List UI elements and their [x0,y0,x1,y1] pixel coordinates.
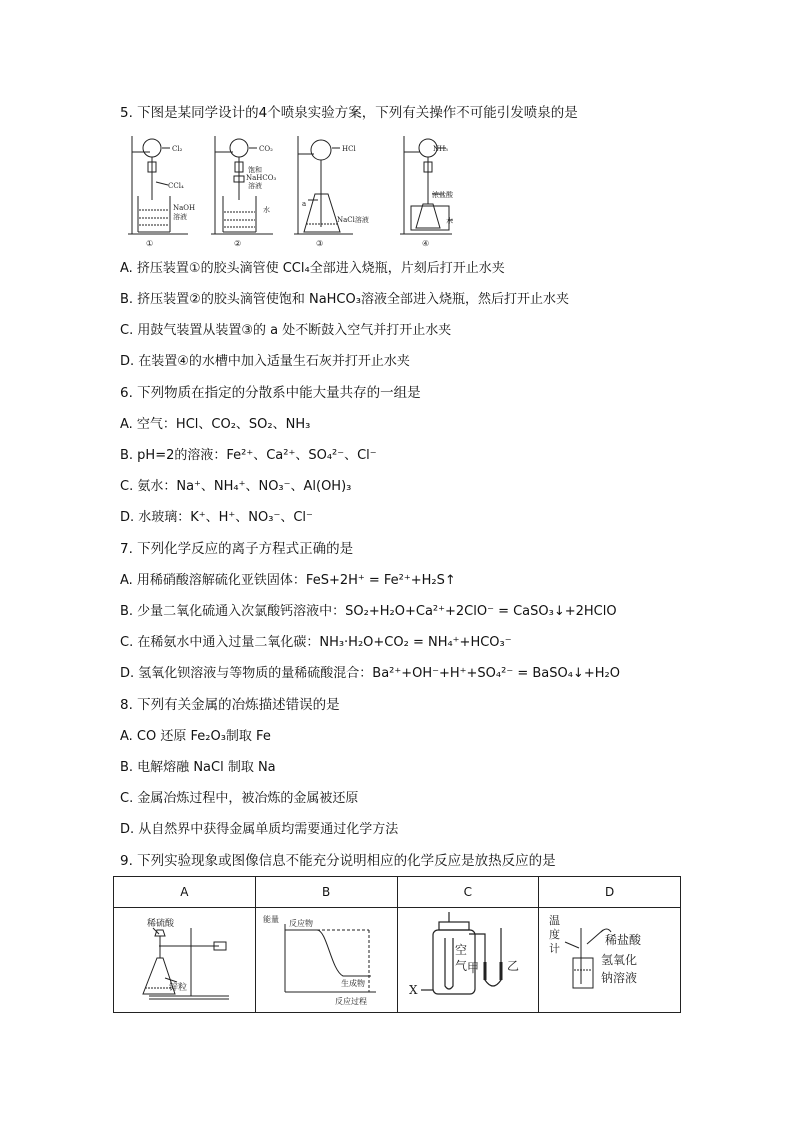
q5-option-a: A. 挤压装置①的胶头滴管使 CCl₄全部进入烧瓶，片刻后打开止水夹 [120,261,505,276]
label-dilute-h2so4: 稀硫酸 [147,919,175,929]
label-a: a [302,200,307,208]
label-hcl: HCl [342,145,356,153]
q7-option-a: A. 用稀硝酸溶解硫化亚铁固体：FeS+2H⁺ = Fe²⁺+H₂S↑ [120,573,456,588]
label-nahco3: NaHCO₃ [246,174,277,182]
label-reactant: 反应物 [289,919,314,928]
label-zinc: 锌粒 [169,983,188,993]
label-water-4: 水 [446,217,453,225]
label-nh3: NH₃ [432,145,448,153]
q5-figure [118,132,453,252]
q7-option-c: C. 在稀氨水中通入过量二氧化碳：NH₃·H₂O+CO₂ = NH₄⁺+HCO₃⁻ [120,635,512,650]
q9-table [113,876,681,1013]
q9-figure-c [403,908,533,1008]
label-conc-hcl: 浓盐酸 [432,191,453,199]
q6-option-b: B. pH=2的溶液：Fe²⁺、Ca²⁺、SO₄²⁻、Cl⁻ [120,448,377,463]
q9-figure-d [545,908,675,1008]
q8-option-a: A. CO 还原 Fe₂O₃制取 Fe [120,729,271,744]
label-ji: 计 [548,942,560,955]
fig-num-4: ④ [422,239,430,248]
label-water-2: 水 [263,206,270,214]
label-co2: CO₂ [259,145,273,153]
q7-option-d: D. 氢氧化钡溶液与等物质的量稀硫酸混合：Ba²⁺+OH⁻+H⁺+SO₄²⁻ = BaSO₄↓+H₂O [120,666,620,681]
q6-option-a: A. 空气：HCl、CO₂、SO₂、NH₃ [120,417,311,432]
label-naoh: NaOH [173,204,196,212]
label-ccl4: CCl₄ [168,182,184,190]
q5-stem: 5. 下图是某同学设计的4个喷泉实验方案，下列有关操作不可能引发喷泉的是 [120,105,578,121]
q9-stem: 9. 下列实验现象或图像信息不能充分说明相应的化学反应是放热反应的是 [120,853,556,869]
q7-stem: 7. 下列化学反应的离子方程式正确的是 [120,541,354,557]
q9-cell-d [539,908,681,1013]
label-nacl: NaCl溶液 [337,216,369,224]
q8-option-d: D. 从自然界中获得金属单质均需要通过化学方法 [120,822,399,837]
label-x: X [408,983,418,997]
q8-stem: 8. 下列有关金属的冶炼描述错误的是 [120,697,340,713]
q9-figure-b [261,908,391,1008]
label-nahco3-solution: 溶液 [248,182,262,190]
label-naoh-solution: 溶液 [173,213,187,221]
q5-option-c: C. 用鼓气装置从装置③的 a 处不断鼓入空气并打开止水夹 [120,323,452,338]
label-product: 生成物 [341,979,366,988]
label-cl2: Cl₂ [172,145,183,153]
q9-cell-a [114,908,256,1013]
label-air-1: 空 [454,943,467,957]
label-reaction-process: 反应过程 [335,997,368,1006]
q6-option-c: C. 氨水：Na⁺、NH₄⁺、NO₃⁻、Al(OH)₃ [120,479,352,494]
q7-option-b: B. 少量二氧化硫通入次氯酸钙溶液中：SO₂+H₂O+Ca²⁺+2ClO⁻ = CaSO₃↓+2HClO [120,604,617,619]
q8-option-b: B. 电解熔融 NaCl 制取 Na [120,760,276,775]
label-air-2: 气 [454,959,467,973]
q8-option-c: C. 金属冶炼过程中，被冶炼的金属被还原 [120,791,359,806]
q6-stem: 6. 下列物质在指定的分散系中能大量共存的一组是 [120,385,421,401]
label-dilute-hcl: 稀盐酸 [604,933,641,947]
q5-option-b: B. 挤压装置②的胶头滴管使饱和 NaHCO₃溶液全部进入烧瓶，然后打开止水夹 [120,292,569,307]
q9-header-a: A [114,877,256,908]
label-saturated: 饱和 [248,166,262,174]
label-yi: 乙 [506,959,519,973]
label-du: 度 [548,928,560,941]
label-jia: 甲 [466,961,479,975]
label-energy: 能量 [263,915,280,924]
q9-header-b: B [255,877,397,908]
q5-option-d: D. 在装置④的水槽中加入适量生石灰并打开止水夹 [120,354,410,369]
q9-figure-a [119,908,249,1008]
q9-cell-c [397,908,539,1013]
label-naoh-1: 氢氧化 [600,953,637,967]
q6-option-d: D. 水玻璃：K⁺、H⁺、NO₃⁻、Cl⁻ [120,510,313,525]
q9-cell-b [255,908,397,1013]
label-wen: 温 [548,914,560,927]
fig-num-2: ② [234,239,242,248]
fig-num-1: ① [146,239,154,248]
q9-header-c: C [397,877,539,908]
label-naoh-2: 钠溶液 [600,971,637,985]
fig-num-3: ③ [316,239,324,248]
q9-header-d: D [539,877,681,908]
